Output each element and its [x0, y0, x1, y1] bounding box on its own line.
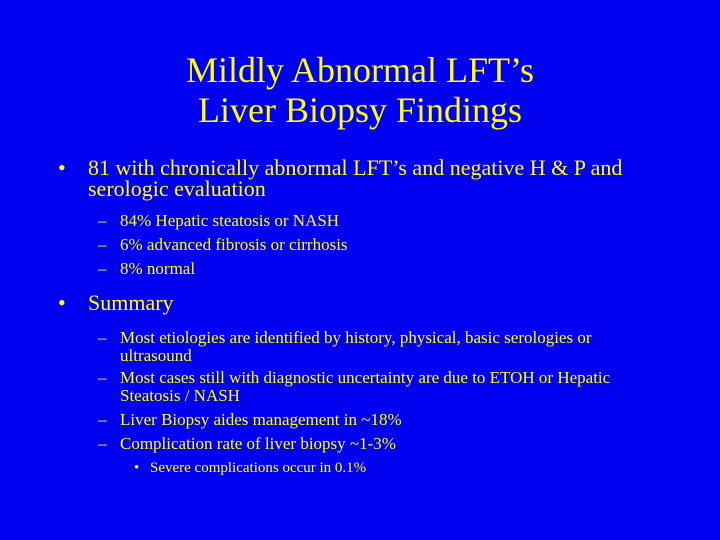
dash-marker: – — [98, 328, 107, 347]
dash-marker: – — [98, 235, 107, 254]
sub-bullet-complications — [58, 435, 658, 453]
sub-sub-bullet-severe — [58, 459, 658, 477]
bullet-summary — [58, 292, 698, 313]
dot-marker: • — [134, 460, 140, 476]
slide-title — [0, 50, 720, 130]
dash-marker: – — [98, 368, 107, 387]
sub-bullet-etiologies — [58, 329, 658, 365]
bullet-text: Summary — [88, 290, 174, 315]
sub-bullet-list — [58, 329, 658, 477]
sub-bullet-fibrosis — [58, 236, 698, 254]
bullet-text: 81 with chronically abnormal LFT’s and negative H & P and serologic evaluation — [88, 155, 623, 201]
title-line-1: Mildly Abnormal LFT’s — [185, 50, 534, 90]
sub-bullet-text: Liver Biopsy aides management in ~18% — [120, 410, 402, 429]
sub-bullet-text: Most etiologies are identified by history, physical, basic serologies or ultrasound — [120, 328, 592, 365]
sub-sub-bullet-text: Severe complications occur in 0.1% — [150, 460, 367, 476]
bullet-marker: • — [58, 290, 66, 315]
dash-marker: – — [98, 259, 107, 278]
sub-bullet-text: 6% advanced fibrosis or cirrhosis — [120, 235, 348, 254]
sub-bullet-text: 8% normal — [120, 259, 196, 278]
bullet-marker: • — [58, 155, 66, 180]
title-line-2: Liver Biopsy Findings — [197, 90, 523, 130]
slide-body — [58, 157, 698, 477]
dash-marker: – — [98, 410, 107, 429]
sub-bullet-text: Complication rate of liver biopsy ~1-3% — [120, 434, 396, 453]
dash-marker: – — [98, 434, 107, 453]
sub-bullet-uncertainty — [58, 369, 640, 405]
sub-bullet-list — [58, 212, 698, 278]
sub-bullet-normal — [58, 260, 698, 278]
dash-marker: – — [98, 211, 107, 230]
sub-bullet-steatosis — [58, 212, 698, 230]
sub-bullet-management — [58, 411, 658, 429]
bullet-biopsy-cohort — [58, 157, 688, 199]
sub-bullet-text: Most cases still with diagnostic uncertainty are due to ETOH or Hepatic Steatosis / NASH — [120, 368, 611, 405]
sub-bullet-text: 84% Hepatic steatosis or NASH — [120, 211, 340, 230]
